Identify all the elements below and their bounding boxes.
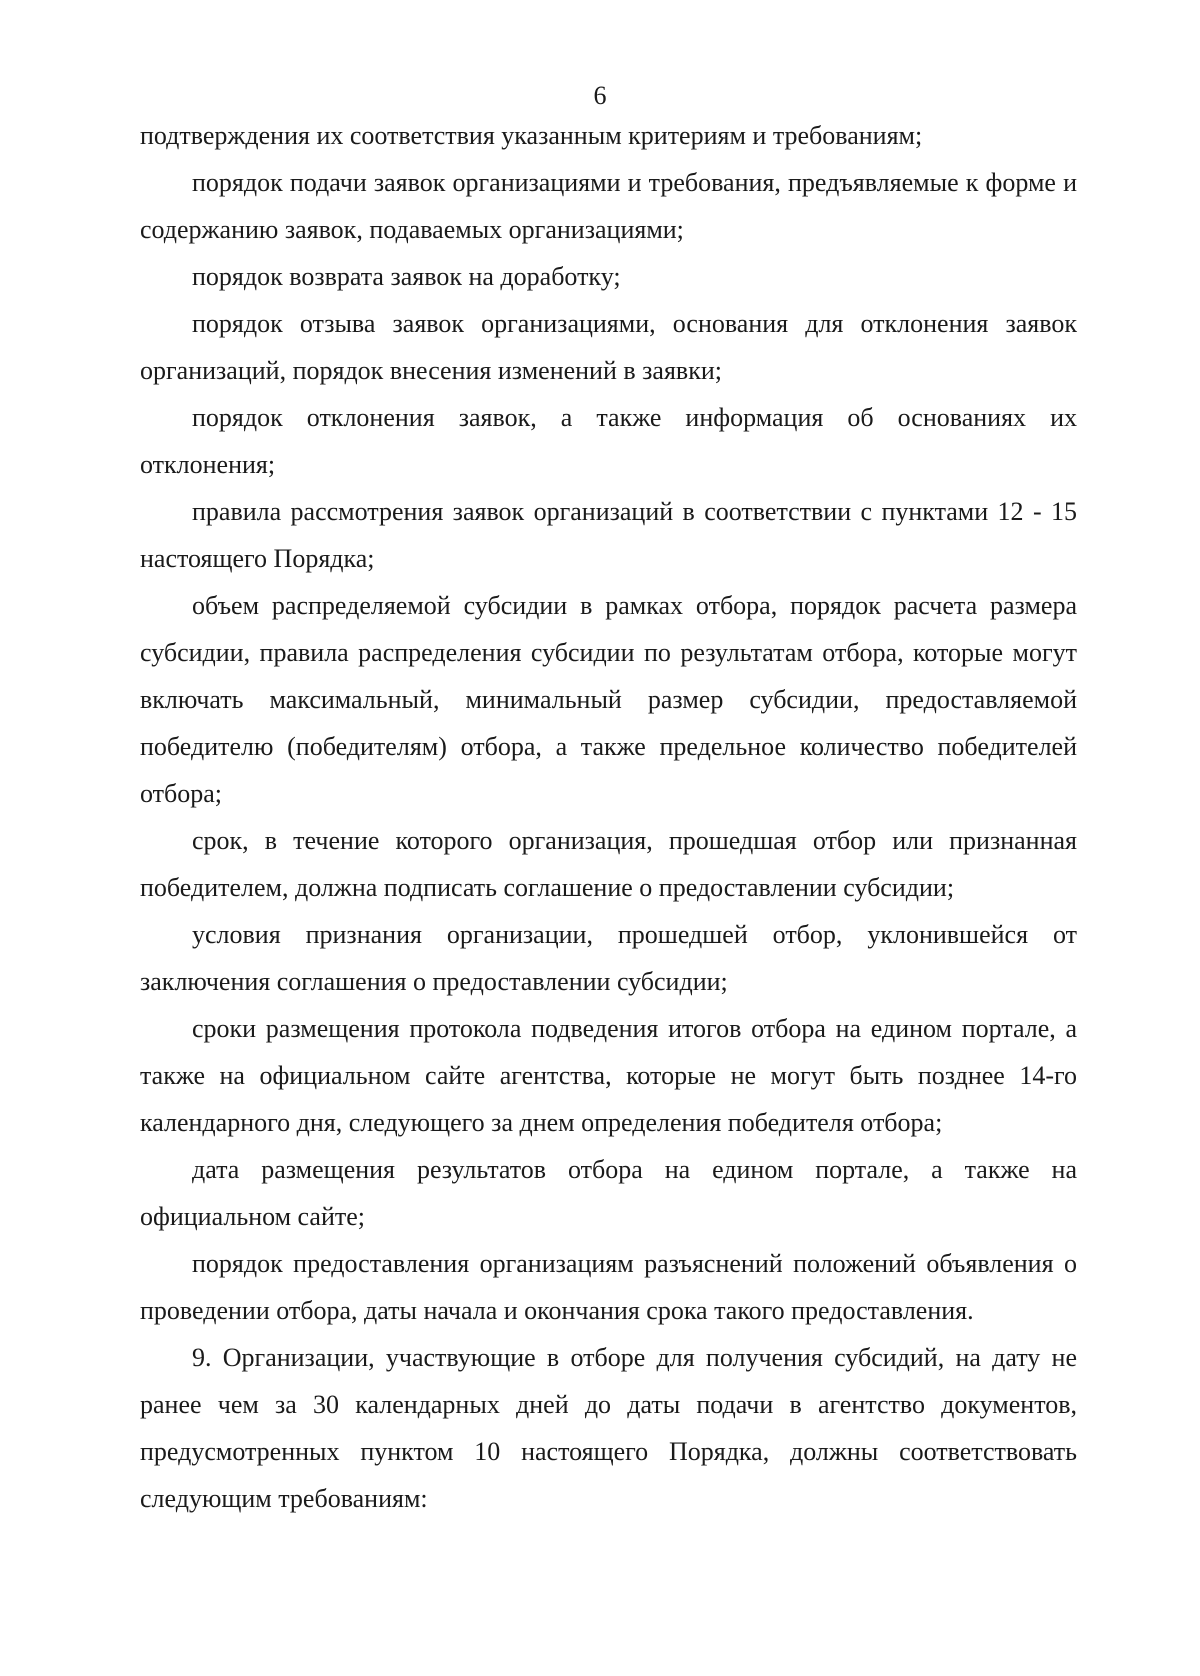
paragraph: дата размещения результатов отбора на едином портале, а также на официальном сайте; [140,1155,1077,1231]
paragraph: правила рассмотрения заявок организаций в соответствии с пунктами 12 - 15 настоящего Порядка; [140,497,1077,573]
paragraph: порядок отклонения заявок, а также информация об основаниях их отклонения; [140,403,1077,479]
paragraph: условия признания организации, прошедшей отбор, уклонившейся от заключения соглашения о предоставлении субсидии; [140,920,1077,996]
paragraph: срок, в течение которого организация, прошедшая отбор или признанная победителем, должна подписать соглашение о предоставлении субсидии; [140,826,1077,902]
paragraph: порядок предоставления организациям разъяснений положений объявления о проведении отбора, даты начала и окончания срока такого предоставления. [140,1249,1077,1325]
paragraph: порядок подачи заявок организациями и требования, предъявляемые к форме и содержанию заявок, подаваемых организациями; [140,168,1077,244]
page-number: 6 [593,81,607,110]
paragraph-continuation: подтверждения их соответствия указанным критериям и требованиям; [140,121,923,150]
paragraph: порядок возврата заявок на доработку; [192,262,621,291]
paragraph: объем распределяемой субсидии в рамках отбора, порядок расчета размера субсидии, правила распределения субсидии по результатам отбора, которые могут включать максимальный, минимальный размер субсидии, предоставляемой победителю (победителям) отбора, а также предельное количество победителей отбора; [140,591,1077,808]
paragraph: порядок отзыва заявок организациями, основания для отклонения заявок организаций, порядок внесения изменений в заявки; [140,309,1077,385]
paragraph-item-9: 9. Организации, участвующие в отборе для получения субсидий, на дату не ранее чем за 30 календарных дней до даты подачи в агентство документов, предусмотренных пунктом 10 настоящего Порядка, должны соответствовать следующим требованиям: [140,1343,1077,1513]
paragraph: сроки размещения протокола подведения итогов отбора на едином портале, а также на официальном сайте агентства, которые не могут быть позднее 14-го календарного дня, следующего за днем определения победителя отбора; [140,1014,1077,1137]
document-body [140,112,1077,1522]
